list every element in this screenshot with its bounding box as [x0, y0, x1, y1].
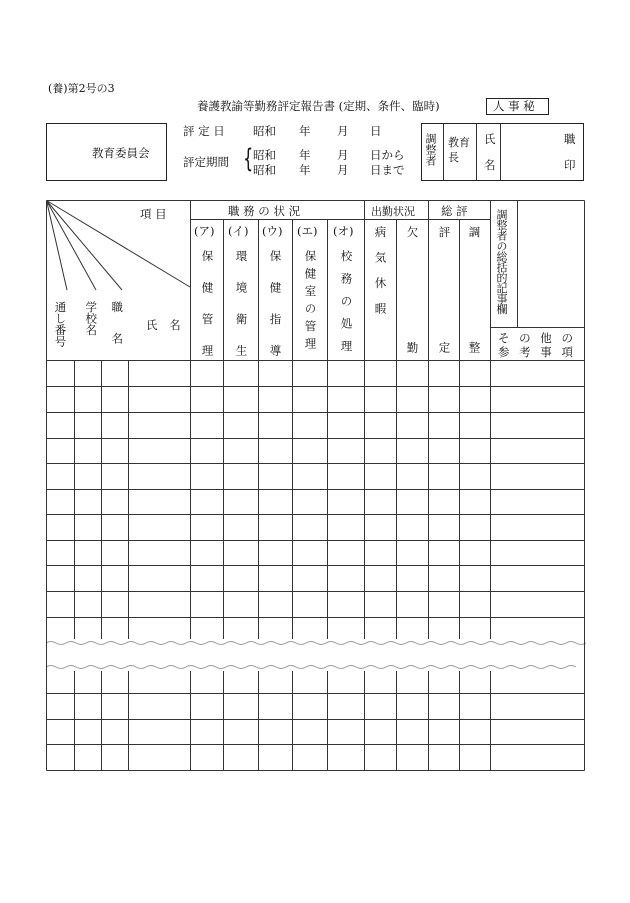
rating-date-era: 昭和 [253, 124, 276, 138]
school-name-header: 学校名 [84, 301, 99, 336]
duty-mark-i: (イ) [228, 224, 249, 238]
other-label-2: 参 考 事 項 [498, 345, 573, 359]
summary-label: 調整者の総括的記事欄 [495, 209, 508, 314]
attendance-label: 出勤状況 [371, 205, 415, 218]
board-label: 教育委員会 [92, 146, 150, 160]
name-header: 氏 名 [146, 318, 181, 332]
adjuster-name-label-2: 名 [484, 158, 496, 172]
period-to-month: 月 [337, 163, 349, 177]
job-title-header: 職名 [110, 301, 125, 364]
rating-date-year: 年 [299, 124, 311, 138]
duty-mark-a: (ア) [194, 224, 215, 238]
adjuster-role: 教育長 [448, 136, 470, 164]
duty-mark-u: (ウ) [262, 224, 283, 238]
period-to-year: 年 [299, 163, 311, 177]
duty-text-a: 保健管理 [200, 250, 215, 376]
duty-mark-o: (オ) [333, 224, 354, 238]
period-from-era: 昭和 [253, 148, 276, 162]
rating-period-label: 評定期間 [183, 155, 229, 169]
rating-date-month: 月 [337, 124, 349, 138]
duty-mark-e: (エ) [297, 224, 318, 238]
absence-header: 欠勤 [405, 226, 420, 457]
overall-label: 総 評 [441, 204, 468, 218]
duty-text-o: 校務の処理 [339, 250, 354, 363]
duty-text-i: 環境衛生 [234, 250, 249, 376]
rating-date-label: 評 定 日 [183, 124, 225, 138]
duty-text-e: 保健室の管理 [303, 250, 318, 355]
items-label: 項 目 [140, 207, 167, 221]
rating-header: 評定 [437, 226, 452, 457]
other-label-1: そ の 他 の [498, 331, 573, 345]
period-from-day: 日から [370, 148, 405, 162]
adjuster-label: 調整者 [424, 133, 437, 166]
duty-text-u: 保健指導 [268, 250, 283, 376]
serial-number-header: 通し番号 [53, 301, 68, 347]
adjustment-header: 調整 [467, 226, 482, 457]
adjuster-seal: 印 [564, 158, 576, 172]
form-title: 養護教諭等勤務評定報告書 (定期、条件、臨時) [197, 99, 440, 113]
period-from-year: 年 [299, 148, 311, 162]
adjuster-post: 職 [564, 132, 576, 146]
period-to-era: 昭和 [253, 163, 276, 177]
period-to-day: 日まで [370, 163, 405, 177]
duty-status-label: 職 務 の 状 況 [228, 204, 301, 218]
rating-period-brace: { [243, 144, 254, 174]
confidential-stamp-label: 人 事 秘 [493, 99, 535, 113]
form-number: (養)第2号の3 [48, 82, 115, 95]
rating-date-day: 日 [370, 124, 382, 138]
period-from-month: 月 [337, 148, 349, 162]
sick-leave-header: 病気休暇 [373, 226, 388, 328]
adjuster-name-label-1: 氏 [484, 132, 496, 146]
